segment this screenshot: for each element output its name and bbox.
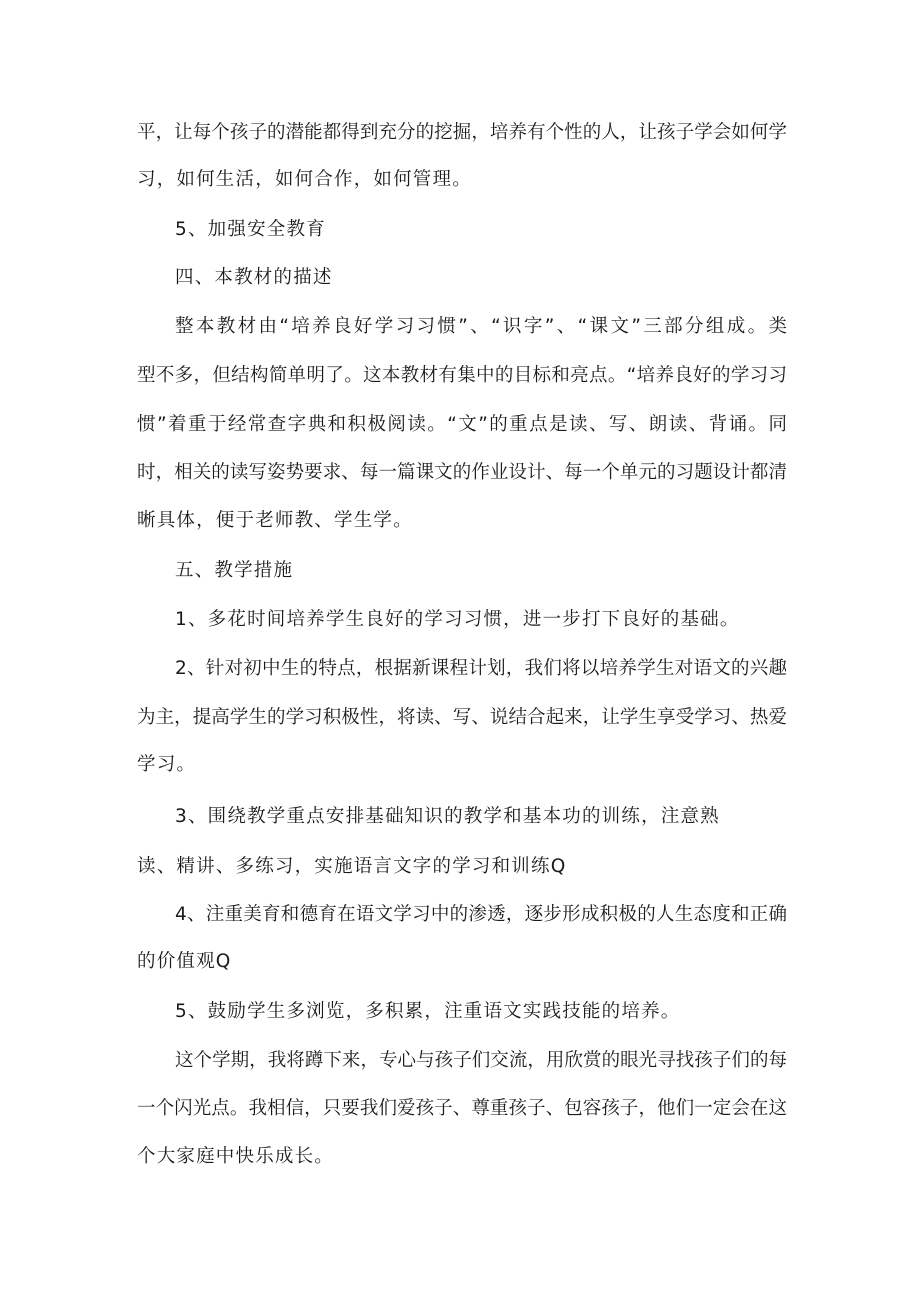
section-item: 5、加强安全教育 xyxy=(175,219,326,240)
paragraph-line: 晰具体，便于老师教、学生学。 xyxy=(137,510,413,531)
list-item: 5、鼓励学生多浏览，多积累，注重语文实践技能的培养。 xyxy=(175,1001,681,1022)
paragraph-line: 个大家庭中快乐成长。 xyxy=(137,1146,335,1167)
text-line: 习，如何生活，如何合作，如何管理。 xyxy=(137,169,472,190)
paragraph-line: 惯”着重于经常查字典和积极阅读。“文”的重点是读、写、朗读、背诵。同 xyxy=(137,414,787,435)
list-item: 2、针对初中生的特点，根据新课程计划，我们将以培养学生对语文的兴趣 xyxy=(175,658,787,679)
list-item-continuation: 的价值观Q xyxy=(137,951,232,972)
text-line: 平，让每个孩子的潜能都得到充分的挖掘，培养有个性的人，让孩子学会如何学 xyxy=(137,122,787,143)
list-item-continuation: 学习。 xyxy=(137,754,197,775)
paragraph-line: 整本教材由“培养良好学习习惯”、“识字”、“课文”三部分组成。类 xyxy=(175,316,787,337)
paragraph-line: 时，相关的读写姿势要求、每一篇课文的作业设计、每一个单元的习题设计都清 xyxy=(137,462,787,483)
list-item: 4、注重美育和德育在语文学习中的渗透，逐步形成积极的人生态度和正确 xyxy=(175,904,787,925)
section-heading: 五、教学措施 xyxy=(175,560,294,581)
list-item: 3、围绕教学重点安排基础知识的教学和基本功的训练，注意熟 xyxy=(175,806,720,827)
list-item-continuation: 读、精讲、多练习，实施语言文字的学习和训练Q xyxy=(137,856,567,877)
section-heading: 四、本教材的描述 xyxy=(175,267,333,288)
paragraph-line: 一个闪光点。我相信，只要我们爱孩子、尊重孩子、包容孩子，他们一定会在这 xyxy=(137,1098,787,1119)
list-item: 1、多花时间培养学生良好的学习习惯，进一步打下良好的基础。 xyxy=(175,609,740,630)
paragraph-line: 这个学期，我将蹲下来，专心与孩子们交流，用欣赏的眼光寻找孩子们的每 xyxy=(175,1050,787,1071)
paragraph-line: 型不多，但结构简单明了。这本教材有集中的目标和亮点。“培养良好的学习习 xyxy=(137,365,787,386)
list-item-continuation: 为主，提高学生的学习积极性，将读、写、说结合起来，让学生享受学习、热爱 xyxy=(137,707,787,728)
